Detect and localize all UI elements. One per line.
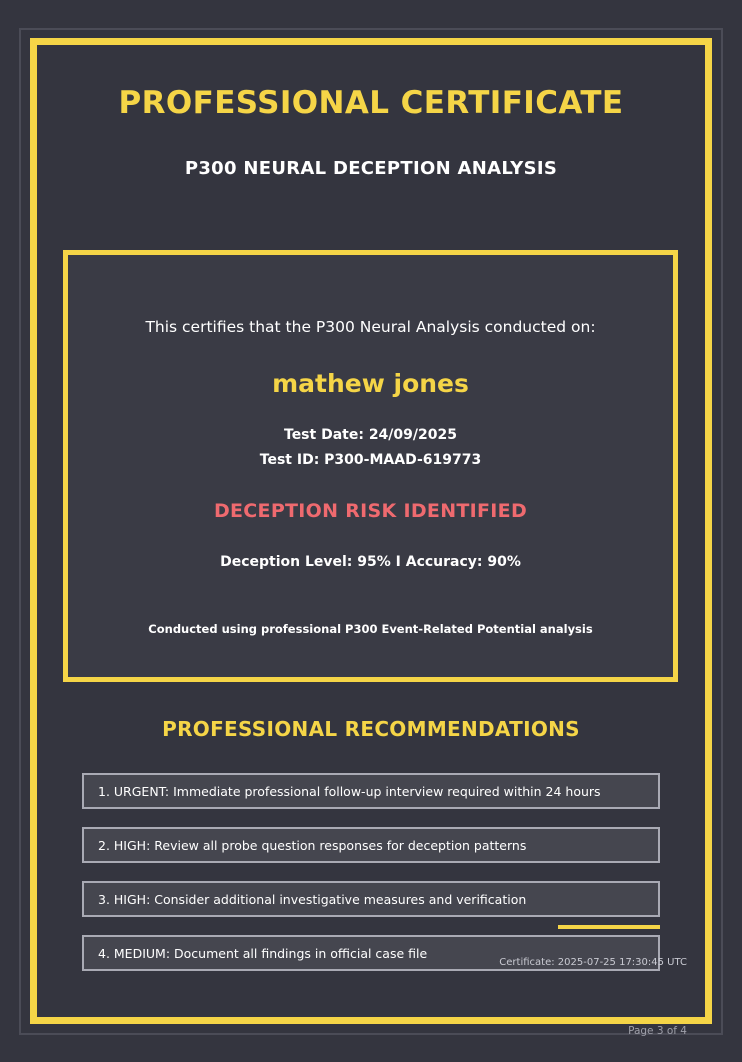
recommendation-text: 3. HIGH: Consider additional investigative measures and verification	[98, 891, 527, 907]
test-date: Test Date: 24/09/2025	[284, 427, 457, 443]
recommendation-text: 2. HIGH: Review all probe question responses for deception patterns	[98, 837, 527, 853]
page-number: Page 3 of 4	[628, 1025, 687, 1037]
list-item	[82, 773, 660, 809]
certificate-subtitle: P300 NEURAL DECEPTION ANALYSIS	[184, 158, 558, 179]
certificate-content	[37, 45, 705, 1037]
certificate-title: PROFESSIONAL CERTIFICATE	[118, 85, 624, 121]
recommendation-text: 4. MEDIUM: Document all findings in official case file	[98, 945, 428, 961]
recommendation-text: 1. URGENT: Immediate professional follow-up interview required within 24 hours	[98, 783, 601, 799]
risk-status-badge: DECEPTION RISK IDENTIFIED	[213, 500, 528, 522]
list-item	[82, 827, 660, 863]
gold-accent-bar	[558, 925, 660, 929]
subject-name: mathew jones	[272, 369, 469, 398]
method-note: Conducted using professional P300 Event-Related Potential analysis	[148, 622, 593, 636]
recommendations-heading: PROFESSIONAL RECOMMENDATIONS	[162, 717, 580, 741]
certifies-statement: This certifies that the P300 Neural Analysis conducted on:	[145, 318, 596, 336]
deception-accuracy-levels: Deception Level: 95% I Accuracy: 90%	[220, 554, 521, 570]
list-item	[82, 881, 660, 917]
certificate-details-panel	[63, 250, 678, 682]
test-id: Test ID: P300-MAAD-619773	[259, 452, 482, 468]
certificate-stamp: Certificate: 2025-07-25 17:30:45 UTC	[499, 957, 687, 968]
